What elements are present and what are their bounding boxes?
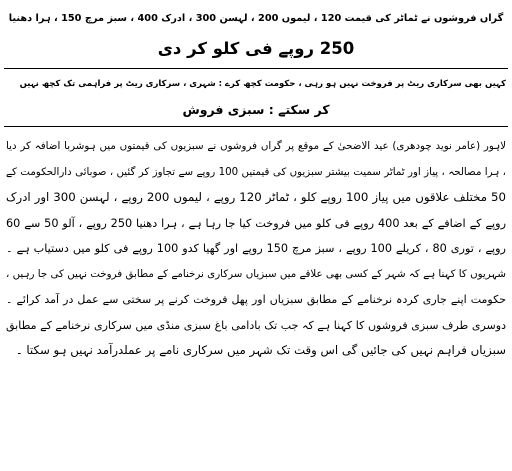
article-line: شہریوں کا کہنا ہے کہ شہر کے کسی بھی علاقے میں سبزیاں سرکاری نرخنامے کے مطابق فروخت نہیں کی جا رہیں ، (6, 267, 506, 280)
headline-line: گراں فروشوں نے ٹماٹر کی قیمت 120 ، لیموں 200 ، لہسن 300 ، ادرک 400 ، سبز مرچ 150 ، ہرا دھنیا (8, 13, 504, 24)
divider-bottom (4, 126, 508, 127)
article-line: روپے کے اضافے کے بعد 400 روپے فی کلو میں فروخت کیا جا رہا ہے ، ہرا دھنیا 250 روپے ، آلو 50 سے 60 (6, 216, 507, 230)
divider-top (4, 68, 508, 69)
article-line: ، ہرا مصالحہ ، پیاز اور ٹماٹر سمیت بیشتر سبزیوں کی قیمتیں 100 روپے سے تجاوز کر گئیں ، صوبائی دارالحکومت کے (6, 165, 506, 178)
article-line: سبزیاں فراہم نہیں کی جائیں گی اس وقت تک شہر میں سرکاری نامے پر عملدرآمد نہیں ہو سکتا ۔ (15, 343, 506, 357)
headline (6, 4, 506, 64)
article-line: روپے ، توری 80 ، کریلے 100 روپے ، سبز مرچ 150 روپے اور گھیا کدو 100 روپے فی کلو میں دستیاب ہے ۔ (6, 242, 506, 255)
subheadline-line: کہیں بھی سرکاری ریٹ پر فروخت نہیں ہو رہی ، حکومت کچھ کرے : شہری ، سرکاری ریٹ پر فراہمی تک کچھ نہیں (19, 79, 506, 89)
subheadline (6, 72, 506, 124)
article-line: لاہور (عامر نوید چودھری) عید الاضحیٰ کے موقع پر گراں فروشوں نے سبزیوں کی قیمتوں میں ہوشربا اضافہ کر دیا (6, 140, 506, 152)
article-line: دوسری طرف سبزی فروشوں کا کہنا ہے کہ جب تک بادامی باغ سبزی منڈی میں سرکاری نرخنامے کے مطابق (6, 318, 506, 332)
article-line: حکومت اپنے جاری کردہ نرخنامے کے مطابق سبزیاں اور پھل فروخت کرنے پر سختی سے عمل در آمد کرائے ۔ (6, 293, 506, 306)
article-line: 50 مختلف علاقوں میں پیاز 100 روپے کلو ، ٹماٹر 120 روپے ، لیموں 200 روپے ، لہسن 300 اور ادرک (6, 190, 506, 204)
headline-line: 250 روپے فی کلو کر دی (157, 39, 355, 58)
article-body (6, 134, 506, 468)
subheadline-line: کر سکتے : سبزی فروش (182, 102, 330, 117)
